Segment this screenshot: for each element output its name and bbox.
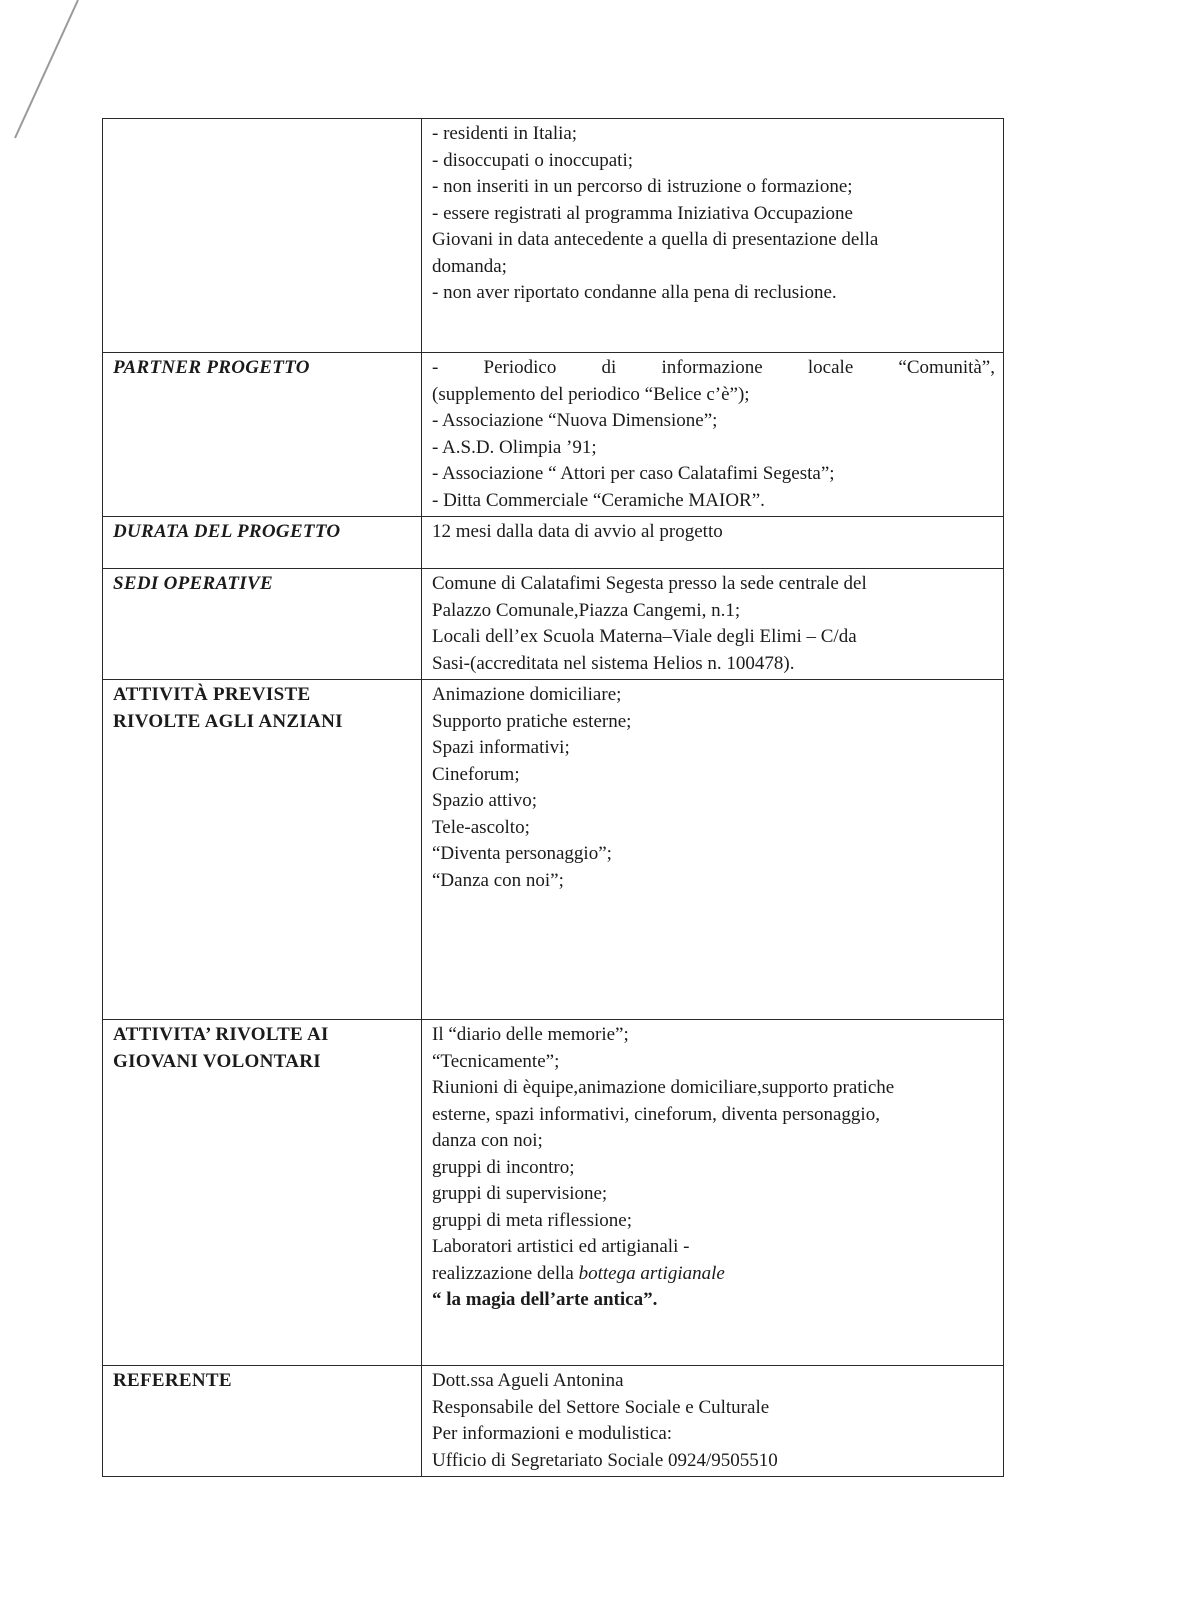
partner-cell: [422, 353, 1004, 517]
list-item: - Associazione “ Attori per caso Calatafimi Segesta”;: [432, 463, 835, 484]
list-item: Ufficio di Segretariato Sociale 0924/9505510: [432, 1449, 778, 1471]
list-item: “Tecnicamente”;: [432, 1050, 560, 1072]
closing-title: “ la magia dell’arte antica”.: [432, 1289, 658, 1310]
row-label-partner: PARTNER PROGETTO: [103, 353, 422, 517]
list-item: - Ditta Commerciale “Ceramiche MAIOR”.: [432, 489, 765, 511]
list-item: - Associazione “Nuova Dimensione”;: [432, 410, 718, 431]
list-item: Responsabile del Settore Sociale e Culturale: [432, 1396, 770, 1418]
table-row-durata: [103, 517, 1004, 569]
list-item: Riunioni di èquipe,animazione domiciliare,supporto pratiche: [432, 1077, 895, 1098]
document-page: [102, 118, 1004, 1477]
label-line: ATTIVITA’ RIVOLTE AI: [113, 1024, 329, 1045]
list-item: - residenti in Italia;: [432, 123, 578, 144]
list-item: - disoccupati o inoccupati;: [432, 149, 634, 171]
list-item: Supporto pratiche esterne;: [432, 710, 632, 732]
list-item: Animazione domiciliare;: [432, 684, 622, 705]
list-item: Spazio attivo;: [432, 790, 538, 811]
label-line: RIVOLTE AGLI ANZIANI: [113, 710, 343, 732]
bottega-line: [432, 1261, 995, 1288]
list-item: Giovani in data antecedente a quella di presentazione della: [432, 229, 879, 250]
list-item: - non inseriti in un percorso di istruzione o formazione;: [432, 176, 853, 197]
list-item: - essere registrati al programma Iniziativa Occupazione: [432, 202, 853, 224]
list-item: Palazzo Comunale,Piazza Cangemi, n.1;: [432, 599, 741, 621]
table-row-requirements: [103, 119, 1004, 353]
list-item: Sasi-(accreditata nel sistema Helios n. 100478).: [432, 652, 795, 674]
list-item: Cineforum;: [432, 763, 520, 785]
list-item: gruppi di meta riflessione;: [432, 1209, 632, 1231]
list-item: - A.S.D. Olimpia ’91;: [432, 436, 597, 458]
bottega-italic: bottega artigianale: [578, 1262, 725, 1284]
referente-cell: [422, 1366, 1004, 1477]
list-item: “Diventa personaggio”;: [432, 843, 612, 864]
list-item: danza con noi;: [432, 1130, 543, 1151]
list-item: Tele-ascolto;: [432, 816, 530, 838]
attivita-anziani-cell: [422, 680, 1004, 1020]
list-item: Dott.ssa Agueli Antonina: [432, 1370, 624, 1391]
table-row-attivita-anziani: [103, 680, 1004, 1020]
label-line: ATTIVITÀ PREVISTE: [113, 684, 311, 705]
list-item: (supplemento del periodico “Belice c’è”);: [432, 383, 750, 405]
row-label-attivita-anziani: [103, 680, 422, 1020]
list-item: Laboratori artistici ed artigianali -: [432, 1236, 690, 1257]
list-item: Il “diario delle memorie”;: [432, 1024, 629, 1045]
duration-text: 12 mesi dalla data di avvio al progetto: [432, 521, 723, 542]
list-item: gruppi di supervisione;: [432, 1183, 608, 1204]
list-item: esterne, spazi informativi, cineforum, diventa personaggio,: [432, 1103, 880, 1125]
list-item: - non aver riportato condanne alla pena di reclusione.: [432, 282, 837, 303]
row-label-empty: [103, 119, 422, 353]
table-row-sedi: [103, 569, 1004, 680]
scan-edge-mark: [0, 0, 80, 150]
list-item: Spazi informativi;: [432, 737, 570, 758]
list-item: Per informazioni e modulistica:: [432, 1423, 673, 1444]
label-line: GIOVANI VOLONTARI: [113, 1050, 321, 1072]
attivita-giovani-cell: [422, 1020, 1004, 1366]
table-row-partner: [103, 353, 1004, 517]
requirements-cell: [422, 119, 1004, 353]
table-row-referente: [103, 1366, 1004, 1477]
list-item: Locali dell’ex Scuola Materna–Viale degli Elimi – C/da: [432, 626, 857, 647]
row-label-durata: DURATA DEL PROGETTO: [103, 517, 422, 569]
project-info-table: [102, 118, 1004, 1477]
sedi-cell: [422, 569, 1004, 680]
row-label-referente: REFERENTE: [103, 1366, 422, 1477]
durata-cell: [422, 517, 1004, 569]
list-item: domanda;: [432, 255, 507, 277]
table-row-attivita-giovani: [103, 1020, 1004, 1366]
row-label-sedi: SEDI OPERATIVE: [103, 569, 422, 680]
list-item: gruppi di incontro;: [432, 1156, 575, 1178]
list-item: - Periodico di informazione locale “Comunità”,: [432, 357, 995, 378]
row-label-attivita-giovani: [103, 1020, 422, 1366]
list-item: “Danza con noi”;: [432, 869, 564, 891]
bottega-prefix: realizzazione della: [432, 1262, 579, 1284]
list-item: Comune di Calatafimi Segesta presso la sede centrale del: [432, 573, 867, 594]
